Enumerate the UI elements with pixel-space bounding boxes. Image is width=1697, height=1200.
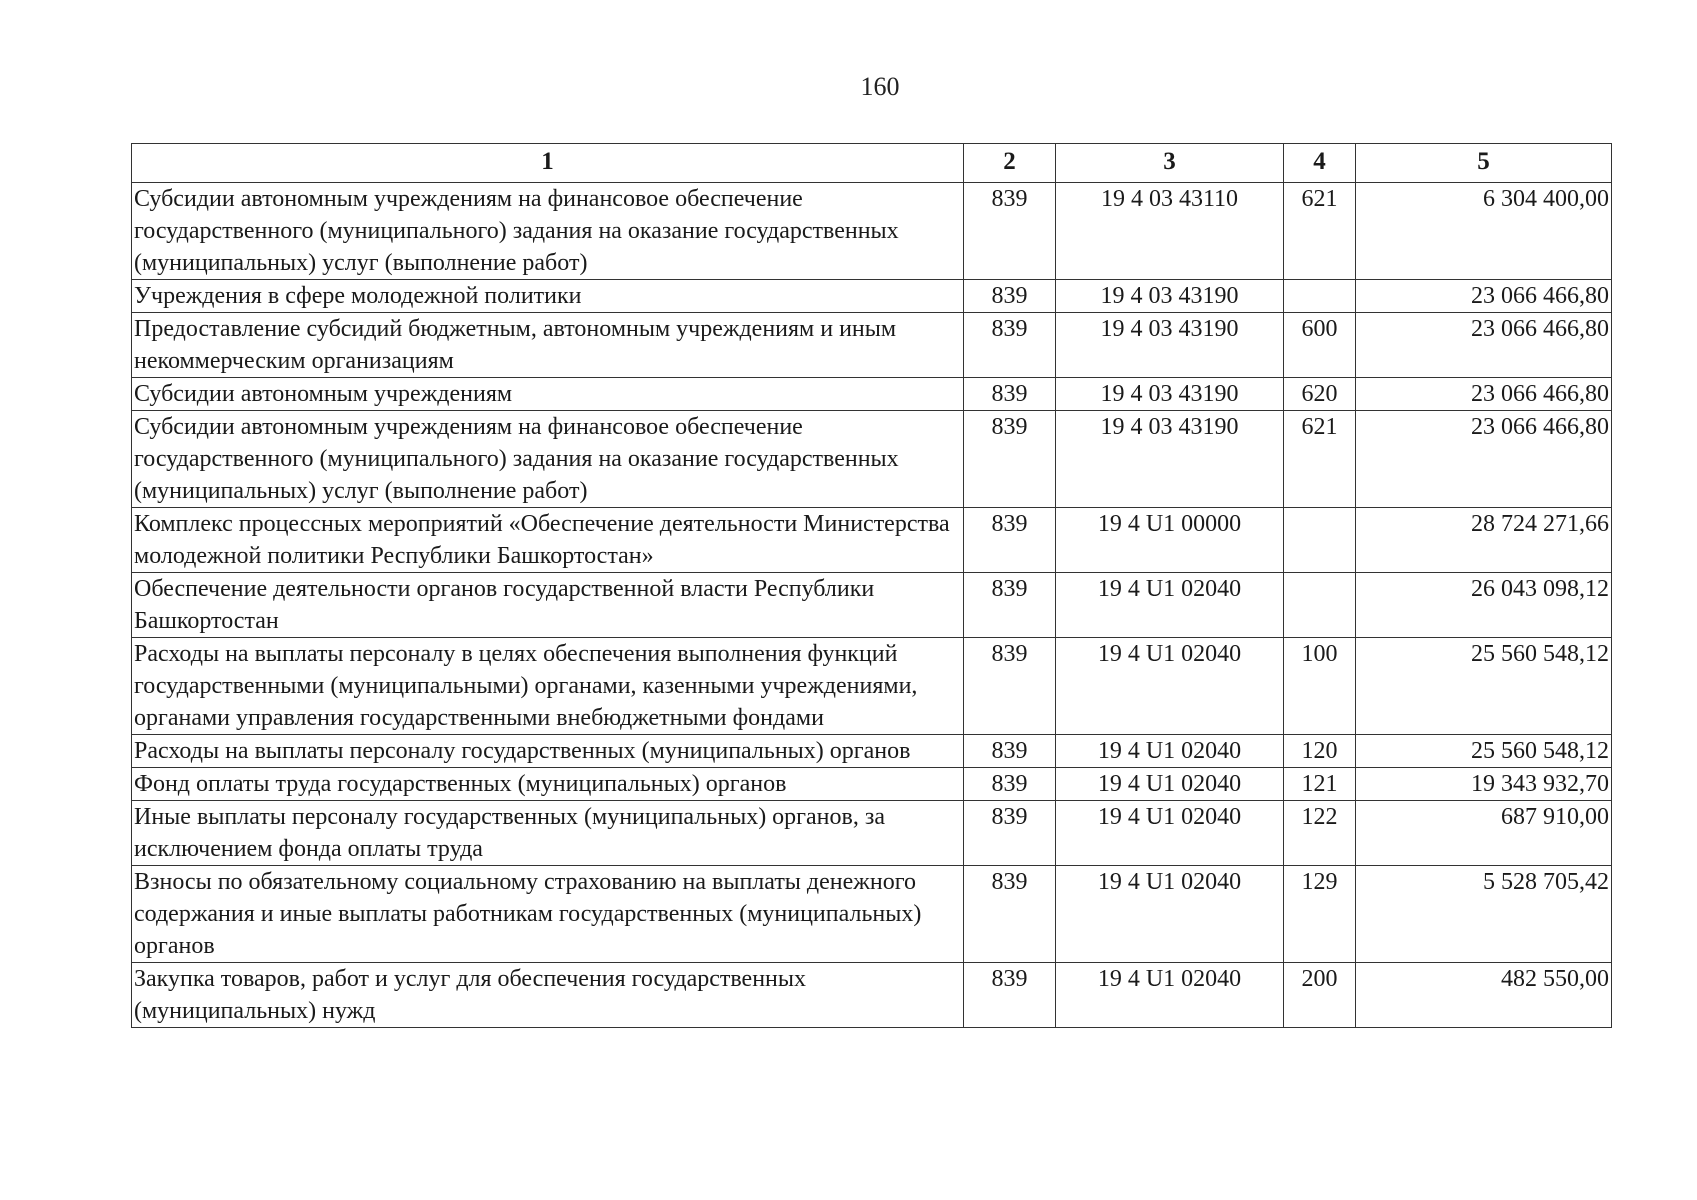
table-row [132,573,1612,638]
amount: 19 343 932,70 [1356,768,1612,801]
ministry-code: 839 [964,280,1056,313]
table-row [132,866,1612,963]
column-header-4: 4 [1284,144,1356,183]
row-description: Учреждения в сфере молодежной политики [132,280,964,313]
row-description: Взносы по обязательному социальному страхованию на выплаты денежного содержания и иные выплаты работникам государственных (муниципальных) органов [132,866,964,963]
budget-table [131,143,1612,1028]
amount: 23 066 466,80 [1356,411,1612,508]
row-description: Предоставление субсидий бюджетным, автономным учреждениям и иным некоммерческим организациям [132,313,964,378]
row-description: Комплекс процессных мероприятий «Обеспечение деятельности Министерства молодежной политики Республики Башкортостан» [132,508,964,573]
target-article-code: 19 4 03 43190 [1056,313,1284,378]
expense-type-code: 122 [1284,801,1356,866]
ministry-code: 839 [964,768,1056,801]
row-description: Фонд оплаты труда государственных (муниципальных) органов [132,768,964,801]
table-row [132,313,1612,378]
target-article-code: 19 4 03 43110 [1056,183,1284,280]
expense-type-code [1284,508,1356,573]
page-number: 160 [860,72,900,101]
table-row [132,768,1612,801]
ministry-code: 839 [964,638,1056,735]
row-description: Иные выплаты персоналу государственных (муниципальных) органов, за исключением фонда оплаты труда [132,801,964,866]
table-row [132,801,1612,866]
expense-type-code: 600 [1284,313,1356,378]
target-article-code: 19 4 U1 00000 [1056,508,1284,573]
table-row [132,963,1612,1028]
column-header-1: 1 [132,144,964,183]
ministry-code: 839 [964,735,1056,768]
expense-type-code: 100 [1284,638,1356,735]
ministry-code: 839 [964,801,1056,866]
row-description: Расходы на выплаты персоналу государственных (муниципальных) органов [132,735,964,768]
column-header-5: 5 [1356,144,1612,183]
amount: 28 724 271,66 [1356,508,1612,573]
row-description: Субсидии автономным учреждениям на финансовое обеспечение государственного (муниципального) задания на оказание государственных (муниципальных) услуг (выполнение работ) [132,183,964,280]
target-article-code: 19 4 U1 02040 [1056,866,1284,963]
table-row [132,508,1612,573]
ministry-code: 839 [964,963,1056,1028]
amount: 23 066 466,80 [1356,280,1612,313]
table-body [132,183,1612,1028]
table-row [132,735,1612,768]
column-header-3: 3 [1056,144,1284,183]
table-header-row [132,144,1612,183]
expense-type-code: 200 [1284,963,1356,1028]
expense-type-code: 621 [1284,411,1356,508]
amount: 25 560 548,12 [1356,638,1612,735]
row-description: Субсидии автономным учреждениям [132,378,964,411]
expense-type-code [1284,573,1356,638]
ministry-code: 839 [964,183,1056,280]
expense-type-code: 620 [1284,378,1356,411]
amount: 23 066 466,80 [1356,313,1612,378]
target-article-code: 19 4 03 43190 [1056,411,1284,508]
expense-type-code: 129 [1284,866,1356,963]
expense-type-code [1284,280,1356,313]
target-article-code: 19 4 03 43190 [1056,280,1284,313]
row-description: Обеспечение деятельности органов государственной власти Республики Башкортостан [132,573,964,638]
target-article-code: 19 4 U1 02040 [1056,963,1284,1028]
ministry-code: 839 [964,508,1056,573]
table-row [132,411,1612,508]
target-article-code: 19 4 U1 02040 [1056,638,1284,735]
ministry-code: 839 [964,313,1056,378]
table-row [132,280,1612,313]
table-row [132,378,1612,411]
ministry-code: 839 [964,573,1056,638]
table-row [132,638,1612,735]
amount: 25 560 548,12 [1356,735,1612,768]
ministry-code: 839 [964,411,1056,508]
amount: 5 528 705,42 [1356,866,1612,963]
target-article-code: 19 4 U1 02040 [1056,768,1284,801]
row-description: Расходы на выплаты персоналу в целях обеспечения выполнения функций государственными (муниципальными) органами, казенными учреждениями, органами управления государственными внебюджетными фондами [132,638,964,735]
target-article-code: 19 4 U1 02040 [1056,735,1284,768]
row-description: Субсидии автономным учреждениям на финансовое обеспечение государственного (муниципального) задания на оказание государственных (муниципальных) услуг (выполнение работ) [132,411,964,508]
amount: 482 550,00 [1356,963,1612,1028]
target-article-code: 19 4 U1 02040 [1056,573,1284,638]
expense-type-code: 121 [1284,768,1356,801]
table-row [132,183,1612,280]
amount: 23 066 466,80 [1356,378,1612,411]
amount: 687 910,00 [1356,801,1612,866]
amount: 26 043 098,12 [1356,573,1612,638]
ministry-code: 839 [964,378,1056,411]
expense-type-code: 120 [1284,735,1356,768]
expense-type-code: 621 [1284,183,1356,280]
ministry-code: 839 [964,866,1056,963]
target-article-code: 19 4 03 43190 [1056,378,1284,411]
target-article-code: 19 4 U1 02040 [1056,801,1284,866]
column-header-2: 2 [964,144,1056,183]
amount: 6 304 400,00 [1356,183,1612,280]
row-description: Закупка товаров, работ и услуг для обеспечения государственных (муниципальных) нужд [132,963,964,1028]
